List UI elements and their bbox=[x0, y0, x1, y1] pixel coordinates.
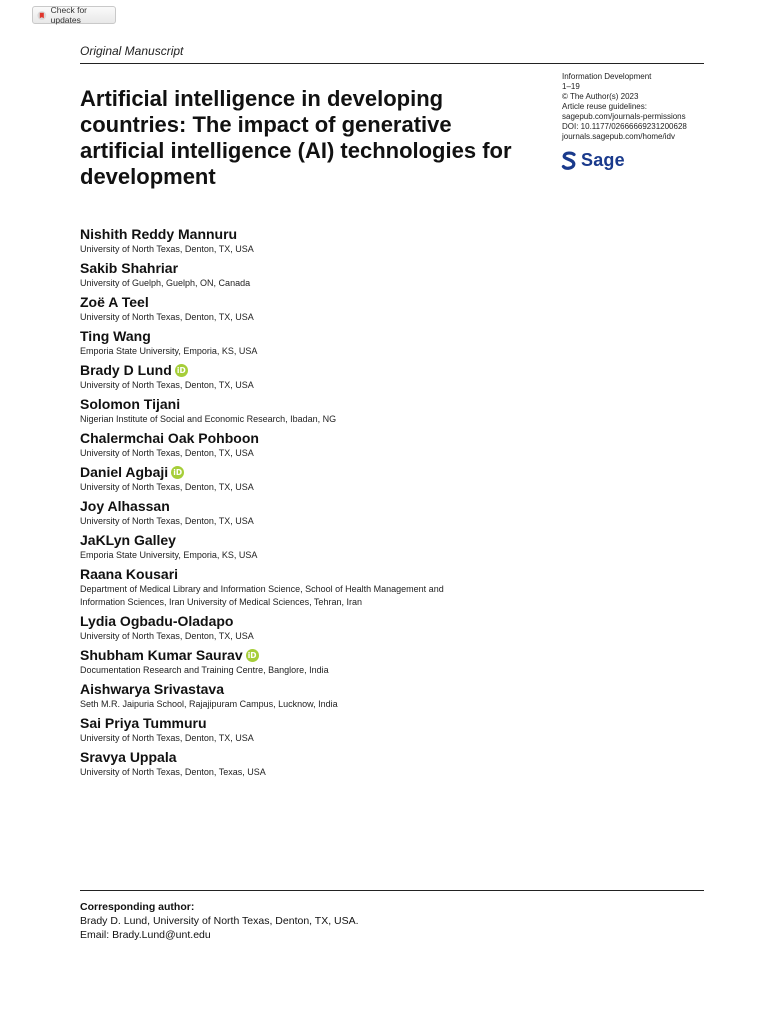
author-name: Sai Priya Tummuru bbox=[80, 715, 207, 731]
reuse-label: Article reuse guidelines: bbox=[562, 102, 647, 111]
author-affiliation: University of North Texas, Denton, TX, USA bbox=[80, 448, 254, 458]
author-name-row bbox=[80, 715, 680, 732]
page-range: 1–19 bbox=[562, 82, 580, 91]
author-name: Ting Wang bbox=[80, 328, 151, 344]
author-name: Aishwarya Srivastava bbox=[80, 681, 224, 697]
author-entry bbox=[80, 498, 680, 528]
author-entry bbox=[80, 681, 680, 711]
author-affiliation: University of North Texas, Denton, TX, USA bbox=[80, 312, 254, 322]
author-name: Sakib Shahriar bbox=[80, 260, 179, 276]
author-entry bbox=[80, 749, 680, 779]
author-name-row bbox=[80, 647, 680, 664]
author-entry bbox=[80, 430, 680, 460]
author-name-row bbox=[80, 498, 680, 515]
author-name-row bbox=[80, 396, 680, 413]
section-label: Original Manuscript bbox=[80, 44, 184, 58]
author-entry bbox=[80, 715, 680, 745]
author-affiliation: Emporia State University, Emporia, KS, USA bbox=[80, 346, 258, 356]
author-name-row bbox=[80, 362, 680, 379]
article-title: Artificial intelligence in developing countries: The impact of generative artificial intelligence (AI) technologies for development bbox=[80, 86, 512, 189]
author-affiliation: Department of Medical Library and Information Science, School of Health Management and Information Sciences, Iran University of Medical Sciences, Tehran, Iran bbox=[80, 584, 444, 607]
author-entry bbox=[80, 464, 680, 494]
author-entry bbox=[80, 328, 680, 358]
header-divider bbox=[80, 63, 704, 64]
author-entry bbox=[80, 294, 680, 324]
orcid-icon[interactable]: iD bbox=[246, 649, 259, 662]
corresponding-email[interactable]: Email: Brady.Lund@unt.edu bbox=[80, 929, 211, 941]
author-affiliation: University of North Texas, Denton, Texas, USA bbox=[80, 767, 266, 777]
author-entry bbox=[80, 396, 680, 426]
author-name-row bbox=[80, 566, 680, 583]
author-affiliation: University of North Texas, Denton, TX, USA bbox=[80, 733, 254, 743]
author-name-row bbox=[80, 260, 680, 277]
author-name-row bbox=[80, 294, 680, 311]
journal-home-link[interactable]: journals.sagepub.com/home/idv bbox=[562, 132, 675, 141]
sage-wordmark: Sage bbox=[581, 150, 625, 170]
author-name-row bbox=[80, 681, 680, 698]
author-entry bbox=[80, 566, 680, 609]
author-affiliation: University of North Texas, Denton, TX, USA bbox=[80, 482, 254, 492]
author-affiliation: Seth M.R. Jaipuria School, Rajajipuram Campus, Lucknow, India bbox=[80, 699, 338, 709]
author-name-row bbox=[80, 749, 680, 766]
author-entry bbox=[80, 532, 680, 562]
corresponding-affiliation: Brady D. Lund, University of North Texas, Denton, TX, USA. bbox=[80, 915, 359, 927]
copyright: © The Author(s) 2023 bbox=[562, 92, 639, 101]
author-name-row bbox=[80, 532, 680, 549]
author-affiliation: Documentation Research and Training Centre, Banglore, India bbox=[80, 665, 329, 675]
author-affiliation: University of North Texas, Denton, TX, USA bbox=[80, 380, 254, 390]
author-name-row bbox=[80, 328, 680, 345]
author-entry bbox=[80, 260, 680, 290]
check-updates-label: Check for updates bbox=[50, 5, 87, 25]
author-list bbox=[80, 226, 680, 783]
author-name-row bbox=[80, 430, 680, 447]
author-entry bbox=[80, 613, 680, 643]
corresponding-label: Corresponding author: bbox=[80, 901, 195, 913]
orcid-icon[interactable]: iD bbox=[175, 364, 188, 377]
corresponding-author bbox=[80, 900, 359, 942]
author-name: Joy Alhassan bbox=[80, 498, 170, 514]
journal-name: Information Development bbox=[562, 72, 652, 81]
author-name: Chalermchai Oak Pohboon bbox=[80, 430, 259, 446]
author-affiliation: Nigerian Institute of Social and Economic Research, Ibadan, NG bbox=[80, 414, 337, 424]
author-name: Daniel Agbaji bbox=[80, 464, 169, 480]
check-updates-icon bbox=[37, 10, 47, 21]
author-entry bbox=[80, 647, 680, 677]
author-name: Brady D Lund bbox=[80, 362, 172, 378]
author-affiliation: Emporia State University, Emporia, KS, USA bbox=[80, 550, 258, 560]
permissions-link[interactable]: sagepub.com/journals-permissions bbox=[562, 112, 686, 121]
sage-logo bbox=[561, 150, 625, 171]
check-for-updates-button[interactable] bbox=[32, 6, 116, 24]
author-entry bbox=[80, 362, 680, 392]
author-name-row bbox=[80, 613, 680, 630]
sage-s-icon bbox=[561, 151, 577, 171]
journal-info bbox=[562, 72, 712, 142]
author-name: Zoë A Teel bbox=[80, 294, 149, 310]
author-affiliation: University of North Texas, Denton, TX, USA bbox=[80, 244, 254, 254]
author-name: Nishith Reddy Mannuru bbox=[80, 226, 238, 242]
footer-divider bbox=[80, 890, 704, 891]
doi-link[interactable]: DOI: 10.1177/02666669231200628 bbox=[562, 122, 687, 131]
author-name: Lydia Ogbadu-Oladapo bbox=[80, 613, 234, 629]
author-affiliation: University of North Texas, Denton, TX, USA bbox=[80, 631, 254, 641]
author-affiliation: University of Guelph, Guelph, ON, Canada bbox=[80, 278, 251, 288]
author-name: Shubham Kumar Saurav bbox=[80, 647, 243, 663]
author-affiliation: University of North Texas, Denton, TX, USA bbox=[80, 516, 254, 526]
orcid-icon[interactable]: iD bbox=[171, 466, 184, 479]
author-name: JaKLyn Galley bbox=[80, 532, 176, 548]
author-name: Raana Kousari bbox=[80, 566, 179, 582]
author-name-row bbox=[80, 464, 680, 481]
author-entry bbox=[80, 226, 680, 256]
author-name-row bbox=[80, 226, 680, 243]
author-name: Solomon Tijani bbox=[80, 396, 181, 412]
author-name: Sravya Uppala bbox=[80, 749, 177, 765]
